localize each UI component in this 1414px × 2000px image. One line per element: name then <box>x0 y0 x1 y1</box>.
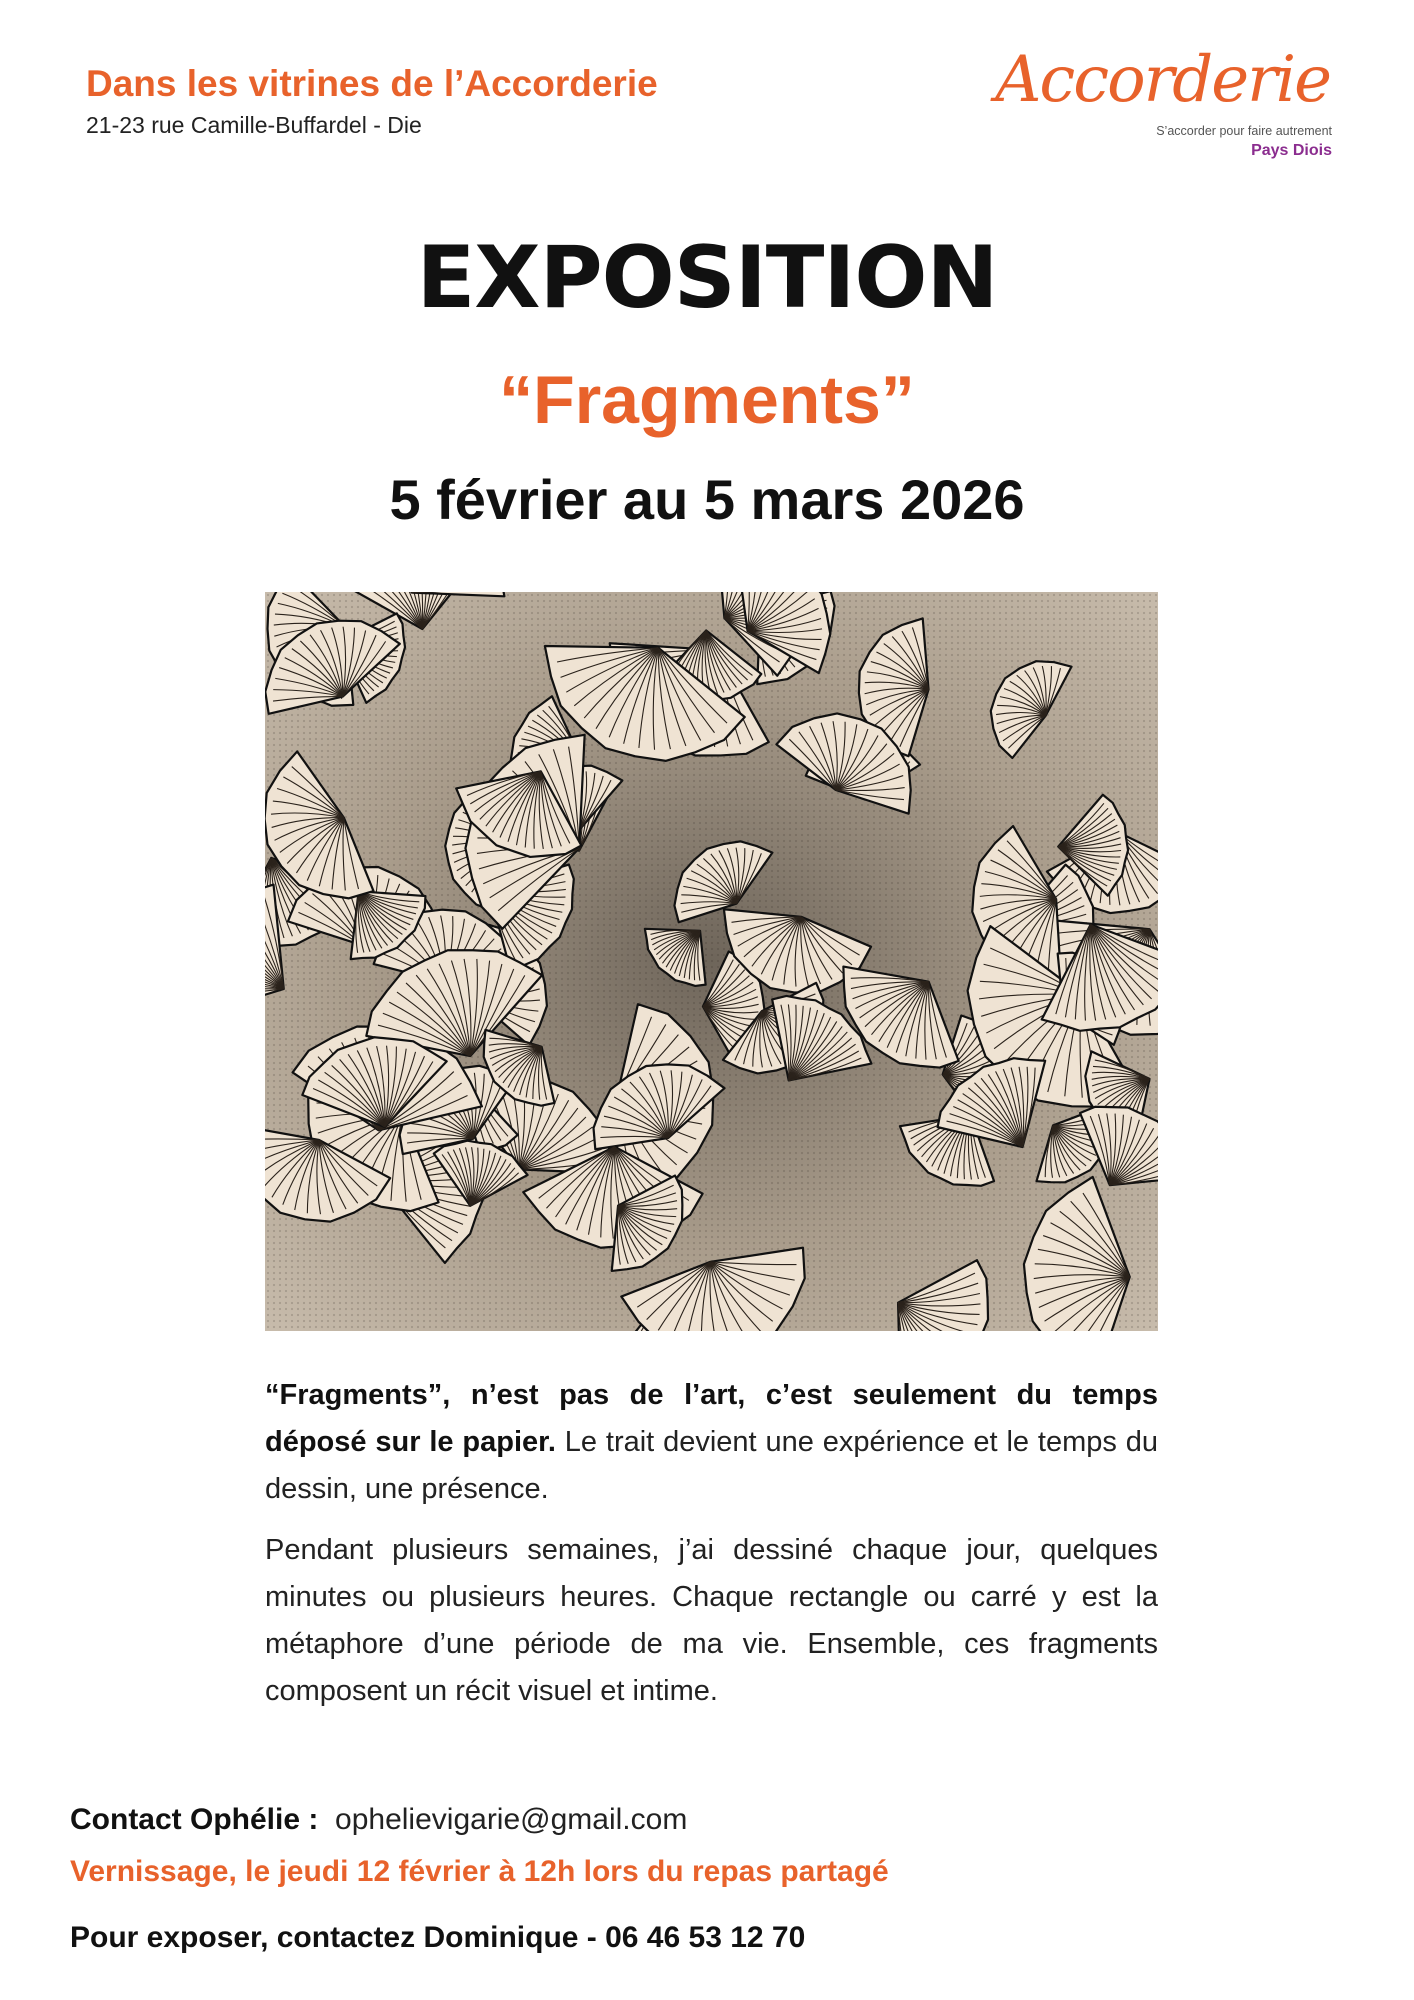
description-lead-rest: Le trait devient une expérience et le temps du dessin, une présence. <box>265 1426 1158 1505</box>
accorderie-logo <box>995 38 1340 168</box>
contact-email[interactable]: ophelievigarie@gmail.com <box>335 1803 688 1836</box>
description-lead: “Fragments”, n’est pas de l’art, c’est seulement du temps déposé sur le papier. <box>265 1379 1158 1458</box>
logo-tagline: S’accorder pour faire autrement <box>1156 124 1332 138</box>
artwork-drawing <box>265 592 1158 1331</box>
logo-wordmark: Accorderie <box>995 43 1330 117</box>
footer <box>70 1796 1370 1962</box>
logo-region: Pays Diois <box>1251 142 1332 159</box>
header <box>86 60 658 139</box>
vernissage-info: Vernissage, le jeudi 12 février à 12h lors du repas partagé <box>70 1855 889 1888</box>
description-paragraph-1 <box>265 1372 1158 1513</box>
venue-title: Dans les vitrines de l’Accorderie <box>86 63 658 104</box>
contact-label: Contact Ophélie : <box>70 1803 319 1836</box>
exhibition-title: “Fragments” <box>499 362 915 438</box>
venue-address: 21-23 rue Camille-Buffardel - Die <box>86 112 422 138</box>
description <box>265 1372 1158 1729</box>
description-paragraph-2: Pendant plusieurs semaines, j’ai dessiné chaque jour, quelques minutes ou plusieurs heures. Chaque rectangle ou carré y est la métaphore d’une période de ma vie. Ensemble, ces fragments composent un récit visuel et intime. <box>265 1534 1158 1707</box>
exposition-heading: EXPOSITION <box>416 228 998 328</box>
artwork-image <box>265 592 1158 1331</box>
contact-line <box>70 1796 1370 1844</box>
exhibition-dates: 5 février au 5 mars 2026 <box>389 468 1025 531</box>
exposer-contact: Pour exposer, contactez Dominique - 06 46 53 12 70 <box>70 1921 806 1954</box>
